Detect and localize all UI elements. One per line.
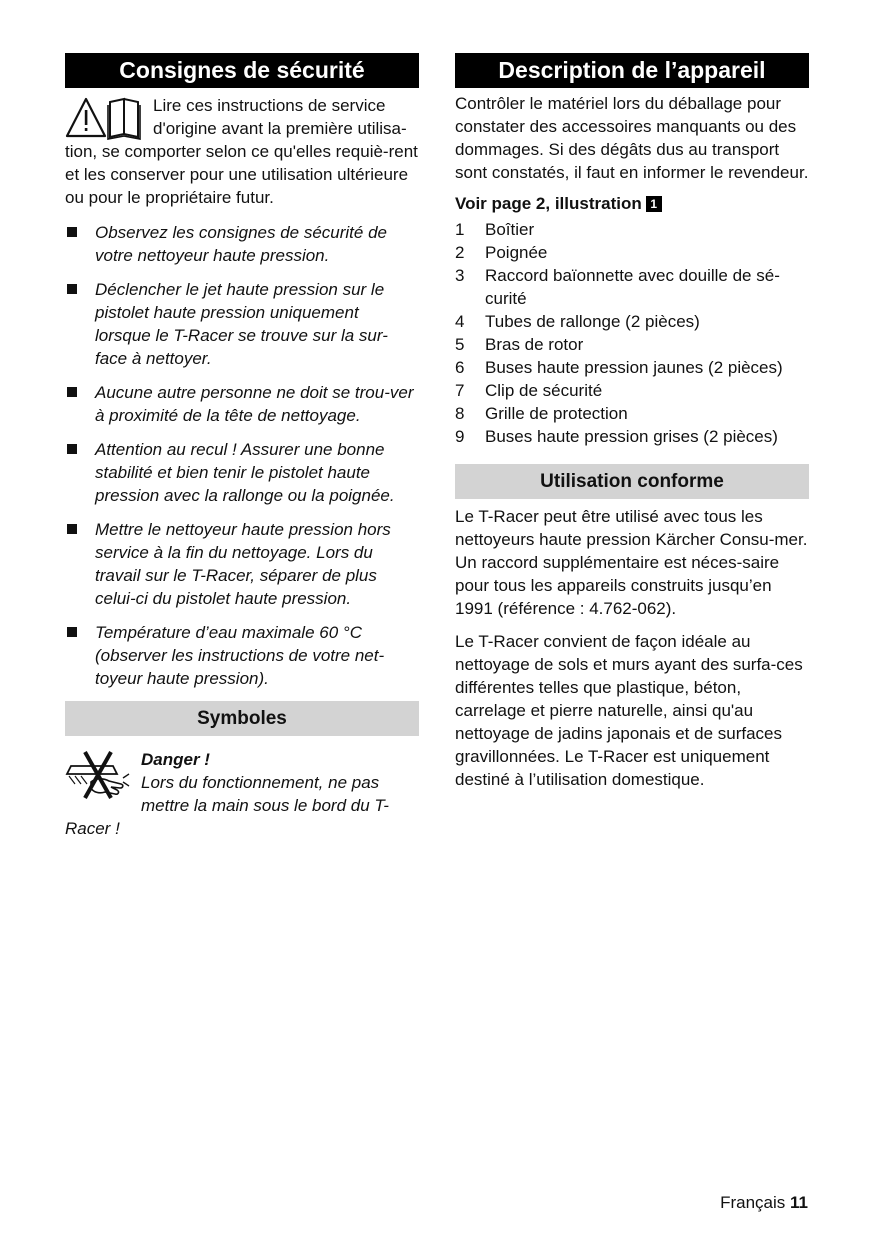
page-number: 11 [790, 1193, 808, 1212]
right-column [455, 53, 809, 791]
symbols-heading: Symboles [65, 701, 419, 736]
page-footer [720, 1193, 808, 1213]
list-item: 1 Boîtier [455, 220, 535, 239]
danger-notice [65, 748, 419, 840]
parts-list [455, 218, 809, 448]
square-bullet-icon [67, 387, 77, 397]
hand-under-edge-danger-icon [65, 748, 131, 802]
danger-text: Lors du fonctionnement, ne pas mettre la main sous le bord du T-Racer ! [65, 773, 389, 838]
list-item: 7 Clip de sécurité [455, 381, 603, 400]
usage-heading: Utilisation conforme [455, 464, 809, 499]
list-item: Observez les consignes de sécurité de votre nettoyeur haute pression. [65, 221, 419, 267]
illustration-number-badge: 1 [646, 196, 662, 212]
left-column [65, 53, 419, 840]
safety-bullet-list [65, 221, 419, 690]
usage-paragraph-1: Le T-Racer peut être utilisé avec tous les nettoyeurs haute pression Kärcher Consu-mer. Un raccord supplémentaire est néces-saire pour tous les appareils construits jusqu’en 1991 (référence : 4.762-062). [455, 507, 808, 618]
description-intro: Contrôler le matériel lors du déballage pour constater des accessoires manquants ou des dommages. Si des dégâts dus au transport sont constatés, il faut en informer le revendeur. [455, 94, 809, 182]
usage-paragraph-2: Le T-Racer convient de façon idéale au nettoyage de sols et murs ayant des surfa-ces différentes telles que plastique, béton, carrelage et pierre naturelle, ainsi qu'au nettoyage de jadins japonais et de surfaces gravillonnées. Le T-Racer est uniquement destiné à l’utilisation domestique. [455, 632, 803, 789]
list-item: 2 Poignée [455, 243, 548, 262]
square-bullet-icon [67, 444, 77, 454]
list-item: Mettre le nettoyeur haute pression hors service à la fin du nettoyage. Lors du travail sur le T-Racer, séparer de plus celui-ci du pistolet haute pression. [65, 518, 419, 610]
square-bullet-icon [67, 524, 77, 534]
warning-manual-icon [65, 96, 147, 140]
list-item: 6 Buses haute pression jaunes (2 pièces) [455, 358, 783, 377]
list-item: Aucune autre personne ne doit se trou-ver à proximité de la tête de nettoyage. [65, 381, 419, 427]
list-item: Attention au recul ! Assurer une bonne stabilité et bien tenir le pistolet haute pression avec la rallonge ou la poignée. [65, 438, 419, 507]
square-bullet-icon [67, 284, 77, 294]
list-item: 3 Raccord baïonnette avec douille de sé-curité [455, 266, 780, 308]
square-bullet-icon [67, 227, 77, 237]
see-page-reference: Voir page 2, illustration 1 [455, 192, 809, 215]
list-item: Déclencher le jet haute pression sur le pistolet haute pression uniquement lorsque le T-Racer se trouve sur la sur-face à nettoyer. [65, 278, 419, 370]
list-item: 5 Bras de rotor [455, 335, 584, 354]
list-item: 8 Grille de protection [455, 404, 628, 423]
square-bullet-icon [67, 627, 77, 637]
footer-language: Français [720, 1193, 786, 1212]
description-heading: Description de l’appareil [455, 53, 809, 88]
list-item: 4 Tubes de rallonge (2 pièces) [455, 312, 700, 331]
safety-intro-rest: tion, se comporter selon ce qu'elles requiè-rent et les conserver pour une utilisation ultérieure ou pour le propriétaire futur. [65, 142, 418, 207]
safety-heading: Consignes de sécurité [65, 53, 419, 88]
danger-title: Danger ! [141, 750, 210, 769]
list-item: Température d’eau maximale 60 °C (observer les instructions de votre net-toyeur haute pression). [65, 621, 419, 690]
safety-intro [65, 94, 419, 209]
safety-intro-line1: Lire ces instructions de service [153, 96, 386, 115]
list-item: 9 Buses haute pression grises (2 pièces) [455, 427, 778, 446]
safety-intro-line2: d'origine avant la première utilisa- [153, 119, 407, 138]
